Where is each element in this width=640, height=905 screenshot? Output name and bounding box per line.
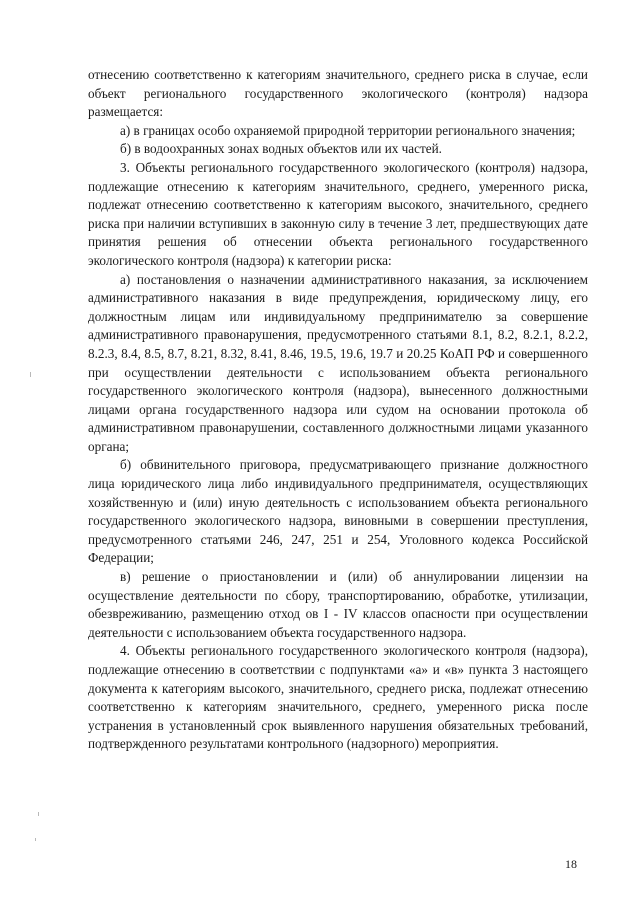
paragraph: а) постановления о назначении административного наказания, за исключением административного наказания в виде предупреждения, юридическому лицу, его должностным лицам или индивидуальному предпринимателю за совершение административного правонарушения, предусмотренного статьями 8.1, 8.2, 8.2.1, 8.2.2, 8.2.3, 8.4, 8.5, 8.7, 8.21, 8.32, 8.41, 8.46, 19.5, 19.6, 19.7 и 20.25 КоАП РФ и совершенного при осуществлении деятельности с использованием объекта регионального государственного экологического контроля (надзора), вынесенного должностными лицами органа государственного надзора или судом на основании протокола об административном правонарушении, составленного должностными лицами указанного органа; xyxy=(88,271,588,454)
paragraph: б) в водоохранных зонах водных объектов или их частей. xyxy=(120,141,442,157)
paragraph: а) в границах особо охраняемой природной территории регионального значения; xyxy=(120,122,576,138)
paragraph: 4. Объекты регионального государственного экологического контроля (надзора), подлежащие отнесению в соответствии с подпунктами «а» и «в» пункта 3 настоящего документа к категориям высокого, значительного, среднего риска, подлежат отнесению соответственно к категориям значительного, среднего, умеренного риска после устранения в установленный срок выявленного нарушения обязательных требований, подтвержденного результатами контрольного (надзорного) мероприятия. xyxy=(88,643,588,752)
paragraph: в) решение о приостановлении и (или) об аннулировании лицензии на осуществление деятельности по сбору, транспортированию, обработке, утилизации, обезвреживанию, размещению отход ов I - IV классов опасности при осуществлении деятельности с использованием объекта государственного надзора. xyxy=(88,569,588,640)
paragraph: б) обвинительного приговора, предусматривающего признание должностного лица юридического лица либо индивидуального предпринимателя, осуществляющих хозяйственную и (или) иную деятельность с использованием объекта регионального государственного экологического надзора, виновными в совершении преступления, предусмотренного статьями 246, 247, 251 и 254, Уголовного кодекса Российской Федерации; xyxy=(88,457,588,566)
scan-mark xyxy=(35,838,36,841)
document-body xyxy=(88,66,588,754)
page-number: 18 xyxy=(565,857,577,871)
paragraph: 3. Объекты регионального государственного экологического (контроля) надзора, подлежащие отнесению к категориям значительного, среднего, умеренного риска, подлежат отнесению соответственно к категориям высокого, значительного, среднего риска при наличии вступивших в законную силу в течение 3 лет, предшествующих дате принятия решения об отнесении объекта регионального государственного экологического контроля (надзора) к категории риска: xyxy=(88,159,588,268)
paragraph: отнесению соответственно к категориям значительного, среднего риска в случае, если объект регионального государственного экологического (контроля) надзора размещается: xyxy=(88,67,588,120)
scan-mark xyxy=(38,812,39,816)
scan-mark xyxy=(30,372,31,377)
